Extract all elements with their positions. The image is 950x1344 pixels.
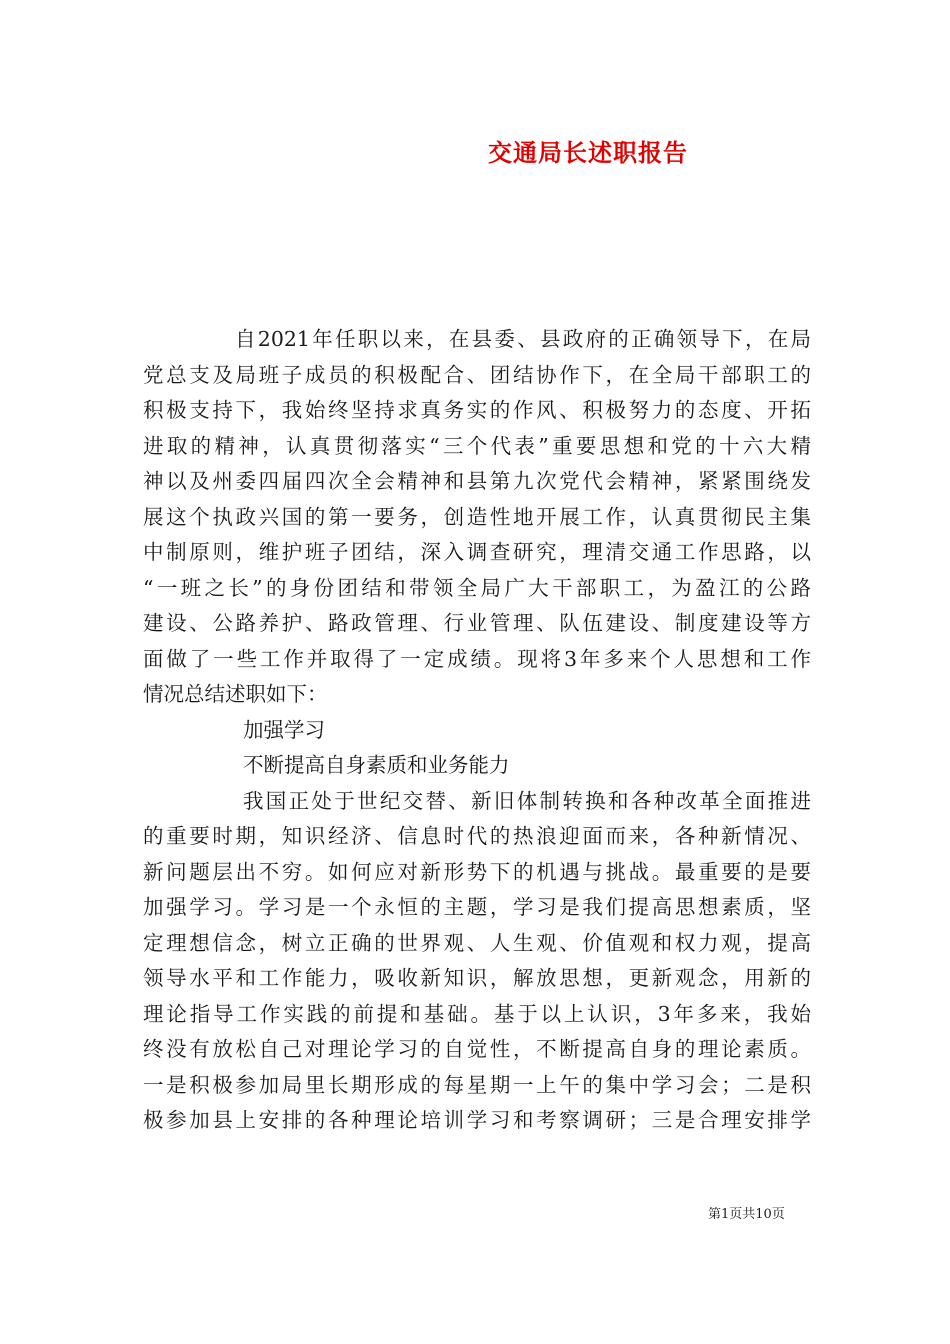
- text-line: 终没有放松自己对理论学习的自觉性，不断提高自身的理论素质。: [143, 1037, 811, 1061]
- text-line: 神以及州委四届四次全会精神和县第九次党代会精神，紧紧围绕发: [143, 469, 811, 493]
- text-line: 的重要时期，知识经济、信息时代的热浪迎面而来，各种新情况、: [143, 824, 811, 848]
- text-line: 面做了一些工作并取得了一定成绩。现将3年多来个人思想和工作: [143, 646, 811, 671]
- document-body: [143, 322, 811, 1139]
- section-subheading: 不断提高自身素质和业务能力: [243, 753, 510, 777]
- text-line: 领导水平和工作能力，吸收新知识，解放思想，更新观念，用新的: [143, 966, 811, 990]
- text-line: 我国正处于世纪交替、新旧体制转换和各种改革全面推进: [243, 788, 811, 813]
- text-line: 极参加县上安排的各种理论培训学习和考察调研；三是合理安排学: [143, 1108, 811, 1132]
- text-line: “一班之长”的身份团结和带领全局广大干部职工，为盈江的公路: [143, 575, 811, 600]
- text-line: 进取的精神，认真贯彻落实“三个代表”重要思想和党的十六大精: [143, 433, 811, 458]
- text-line: 党总支及局班子成员的积极配合、团结协作下，在全局干部职工的: [143, 362, 811, 387]
- text-line: 展这个执政兴国的第一要务，创造性地开展工作，认真贯彻民主集: [143, 504, 811, 529]
- text-line: 建设、公路养护、路政管理、行业管理、队伍建设、制度建设等方: [143, 611, 811, 635]
- document-title: 交通局长述职报告: [488, 138, 688, 167]
- text-line: 定理想信念，树立正确的世界观、人生观、价值观和权力观，提高: [143, 930, 811, 955]
- text-line: 新问题层出不穷。如何应对新形势下的机遇与挑战。最重要的是要: [143, 859, 811, 884]
- text-line: 理论指导工作实践的前提和基础。基于以上认识，3年多来，我始: [143, 1001, 811, 1026]
- page-number: 第1页共10页: [708, 1207, 785, 1222]
- text-line: 积极支持下，我始终坚持求真务实的作风、积极努力的态度、开拓: [143, 398, 811, 422]
- text-line: 中制原则，维护班子团结，深入调查研究，理清交通工作思路，以: [143, 540, 811, 564]
- text-line: 情况总结述职如下：: [143, 682, 328, 706]
- section-heading: 加强学习: [243, 717, 325, 742]
- text-line: 加强学习。学习是一个永恒的主题，学习是我们提高思想素质，坚: [143, 895, 811, 919]
- text-line: 自2021年任职以来，在县委、县政府的正确领导下，在局: [235, 327, 811, 351]
- text-line: 一是积极参加局里长期形成的每星期一上午的集中学习会；二是积: [143, 1072, 811, 1097]
